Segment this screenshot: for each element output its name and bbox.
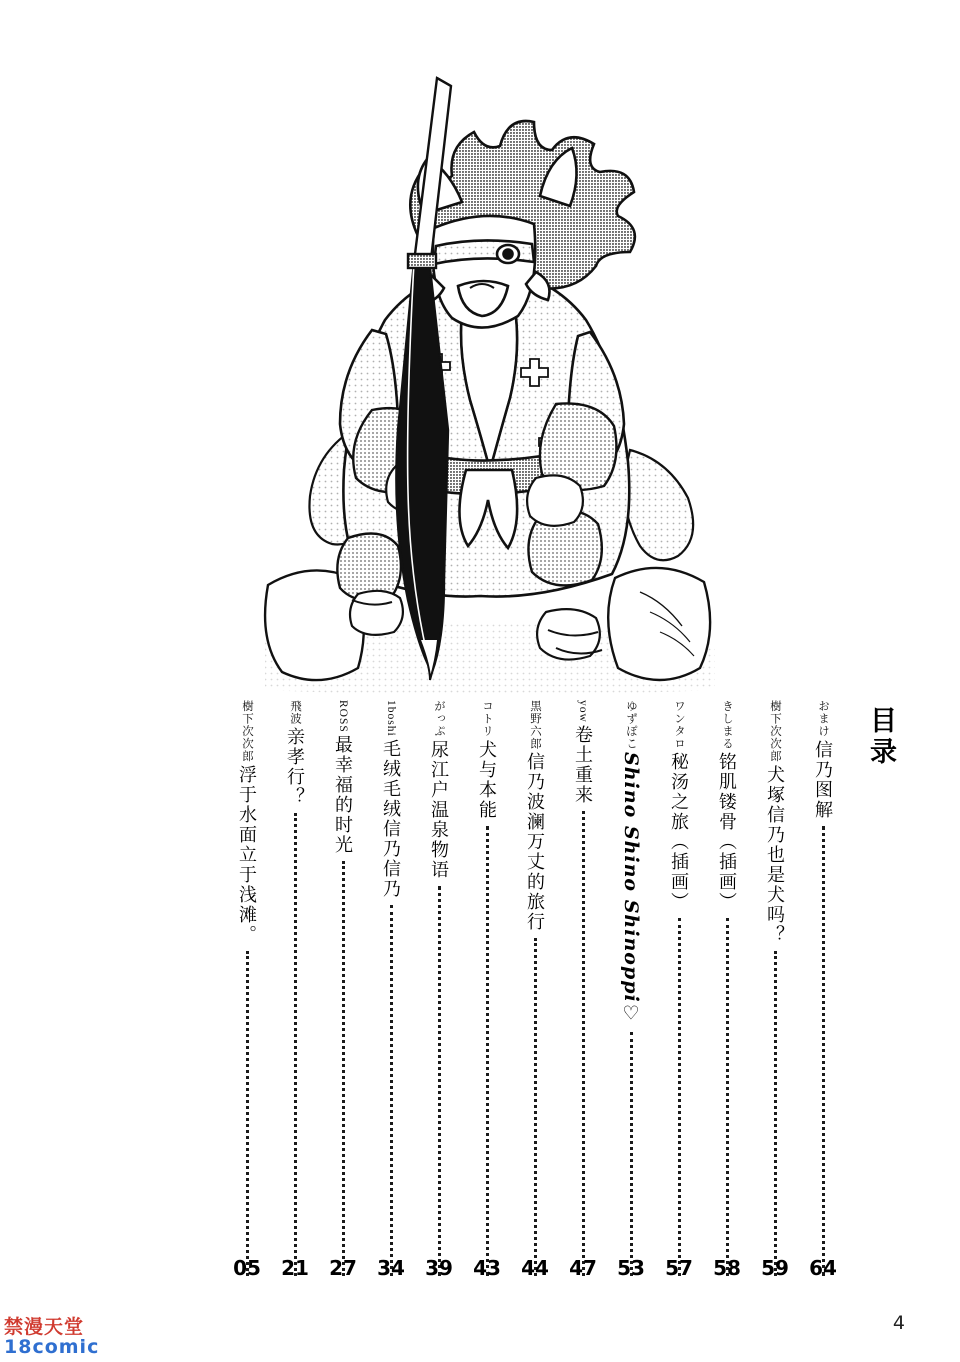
toc-leader-dots [486,826,489,1277]
toc-entry-author: 黒野六郎 [529,700,541,750]
toc-entry[interactable] [223,700,271,1280]
toc-entry-title: 浮于水面立于浅滩。 [237,764,257,945]
toc-entry[interactable] [703,700,751,1280]
toc-leader-dots [822,826,825,1277]
toc-entry-title: 铭肌镂骨（插画） [717,752,737,912]
toc-entry-title: 毛绒毛绒信乃信乃 [381,738,401,899]
toc-leader-dots [630,1032,633,1276]
toc-entry-page: 43 [473,1256,501,1280]
toc-entry-page: 21 [281,1256,309,1280]
toc-entry[interactable] [319,700,367,1280]
toc-entry-page: 64 [809,1256,837,1280]
toc-entry-author: ゆずぽこ [625,700,637,750]
page-number: 4 [892,1312,905,1334]
toc-entry-title: Shino Shino Shinoppi♡ [620,752,642,1026]
toc-entry-title: 尿江户温泉物语 [429,739,449,880]
toc-leader-dots [582,811,585,1276]
toc-leader-dots [726,918,729,1276]
watermark-top-text: 禁漫天堂 [4,1316,85,1339]
toc-entry[interactable] [799,700,847,1280]
toc-entry-title: 犬与本能 [477,739,497,820]
toc-leader-dots [678,918,681,1276]
toc-entry-author: ワンタロ [673,700,685,750]
toc-entry[interactable] [271,700,319,1280]
toc-entry-title: 卷土重来 [573,724,593,805]
toc-entry[interactable] [415,700,463,1280]
toc-entry-author: 樹下次次郎 [769,700,781,763]
toc-entry-title: 亲孝行？ [285,727,305,807]
toc-entry-author: 樹下次次郎 [241,700,253,763]
toc-leader-dots [390,905,393,1276]
toc-entry-author: 1boshi [385,700,397,737]
toc-leader-dots [294,813,297,1276]
toc-entry-title: 信乃图解 [813,739,833,820]
toc-entry[interactable] [607,700,655,1280]
toc-entry-author: 飛波 [289,700,301,725]
watermark-bottom-text: 18comic [4,1336,100,1359]
toc-leader-dots [246,951,249,1277]
toc-entry-author: おまけ [817,700,829,738]
toc-entry-page: 47 [569,1256,597,1280]
toc-entry-list [223,700,847,1280]
toc-entry[interactable] [559,700,607,1280]
toc-entry[interactable] [655,700,703,1280]
toc-leader-dots [438,886,441,1277]
toc-entry-author: コトリ [481,700,493,738]
toc-entry[interactable] [511,700,559,1280]
toc-title: 目录 [865,706,896,768]
toc-entry-author: yow [577,700,589,723]
toc-entry-title: 犬塚信乃也是犬吗？ [765,764,785,945]
toc-entry[interactable] [751,700,799,1280]
toc-entry-title: 信乃波澜万丈的旅行 [525,752,545,932]
toc-entry-page: 53 [617,1256,645,1280]
toc-entry[interactable] [463,700,511,1280]
toc-leader-dots [774,951,777,1277]
toc-entry-author: がっぷ [433,700,445,738]
toc-entry-page: 58 [713,1256,741,1280]
site-watermark [4,1318,116,1358]
toc-entry-title: 最幸福的时光 [333,734,353,855]
toc-entry-page: 05 [233,1256,261,1280]
toc-entry-page: 59 [761,1256,789,1280]
toc-entry-author: きしまる [721,700,733,750]
toc-entry-page: 57 [665,1256,693,1280]
toc-leader-dots [342,861,345,1276]
toc-entry-page: 44 [521,1256,549,1280]
toc-entry[interactable] [367,700,415,1280]
toc-entry-author: ROSS [337,700,349,733]
toc-entry-page: 34 [377,1256,405,1280]
toc-entry-page: 39 [425,1256,453,1280]
toc-entry-page: 27 [329,1256,357,1280]
toc-entry-title: 秘汤之旅（插画） [669,752,689,912]
toc-leader-dots [534,938,537,1276]
table-of-contents [60,700,900,1280]
